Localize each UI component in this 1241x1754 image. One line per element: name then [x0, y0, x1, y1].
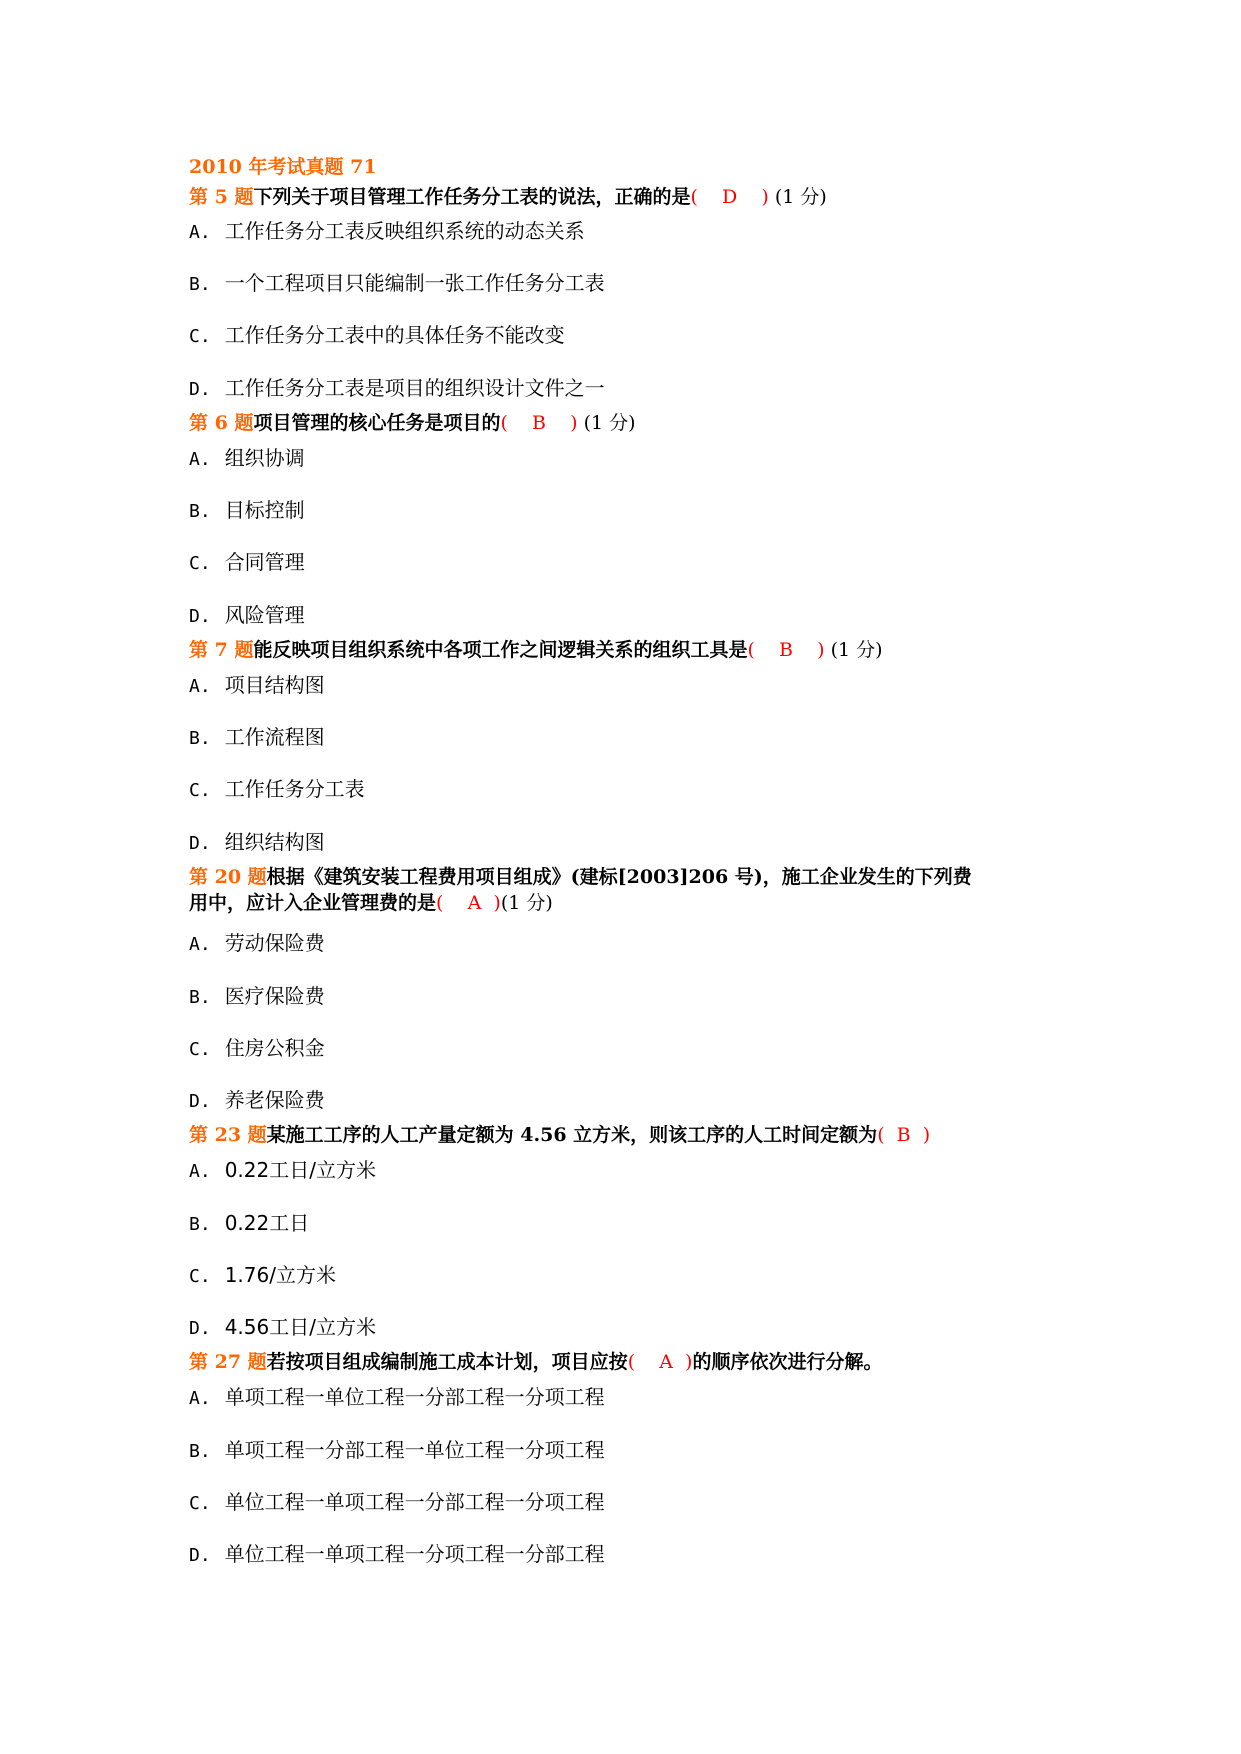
question-number: 第 23 题 [189, 1124, 267, 1146]
option-c: C. 工作任务分工表 [189, 777, 365, 801]
question-23 [189, 1122, 930, 1148]
answer: ( B ) [877, 1124, 931, 1146]
score: (1 分) [768, 186, 827, 208]
question-6 [189, 410, 636, 436]
option-b: B. 医疗保险费 [189, 984, 325, 1008]
option-b: B. 单项工程一分部工程一单位工程一分项工程 [189, 1438, 605, 1462]
question-number: 第 20 题 [189, 866, 267, 888]
option-c: C. 合同管理 [189, 550, 305, 574]
score: (1 分) [577, 412, 636, 434]
question-text-after: 的顺序依次进行分解。 [692, 1351, 883, 1373]
option-c: C. 住房公积金 [189, 1036, 325, 1060]
option-d: D. 风险管理 [189, 603, 305, 627]
document-title: 2010 年考试真题 71 [189, 156, 377, 178]
option-a: A. 单项工程一单位工程一分部工程一分项工程 [189, 1385, 605, 1409]
option-c: C. 工作任务分工表中的具体任务不能改变 [189, 323, 565, 347]
option-b: B. 工作流程图 [189, 725, 325, 749]
question-7 [189, 637, 883, 663]
option-c: C. 1.76/立方米 [189, 1263, 336, 1287]
question-number: 第 6 题 [189, 412, 254, 434]
option-d: D. 工作任务分工表是项目的组织设计文件之一 [189, 376, 605, 400]
question-27 [189, 1349, 883, 1375]
option-d: D. 养老保险费 [189, 1088, 325, 1112]
option-b: B. 目标控制 [189, 498, 305, 522]
question-text: 某施工工序的人工产量定额为 4.56 立方米，则该工序的人工时间定额为 [266, 1124, 878, 1146]
option-a: A. 项目结构图 [189, 673, 325, 697]
question-text: 若按项目组成编制施工成本计划，项目应按 [266, 1351, 628, 1373]
option-b: B. 一个工程项目只能编制一张工作任务分工表 [189, 271, 605, 295]
question-5 [189, 184, 827, 210]
question-20 [189, 864, 972, 916]
question-text: 下列关于项目管理工作任务分工表的说法，正确的是 [253, 186, 691, 208]
question-number: 第 7 题 [189, 639, 254, 661]
question-text: 根据《建筑安装工程费用项目组成》(建标[2003]206 号)，施工企业发生的下列费 [266, 866, 972, 888]
score: (1 分) [824, 639, 883, 661]
question-number: 第 5 题 [189, 186, 254, 208]
answer: ( B ) [747, 639, 825, 661]
option-a: A. 0.22工日/立方米 [189, 1158, 376, 1182]
answer: ( A ) [627, 1351, 693, 1373]
answer: ( D ) [690, 186, 769, 208]
option-d: D. 单位工程一单项工程一分项工程一分部工程 [189, 1542, 605, 1566]
option-b: B. 0.22工日 [189, 1211, 310, 1235]
option-a: A. 劳动保险费 [189, 931, 325, 955]
question-text: 能反映项目组织系统中各项工作之间逻辑关系的组织工具是 [253, 639, 748, 661]
option-d: D. 组织结构图 [189, 830, 325, 854]
option-c: C. 单位工程一单项工程一分部工程一分项工程 [189, 1490, 605, 1514]
option-d: D. 4.56工日/立方米 [189, 1315, 376, 1339]
option-a: A. 工作任务分工表反映组织系统的动态关系 [189, 219, 585, 243]
question-text-line2: 用中，应计入企业管理费的是 [189, 892, 437, 914]
option-a: A. 组织协调 [189, 446, 305, 470]
answer: ( B ) [500, 412, 578, 434]
answer: ( A ) [436, 892, 501, 914]
question-number: 第 27 题 [189, 1351, 267, 1373]
question-text: 项目管理的核心任务是项目的 [253, 412, 501, 434]
score: (1 分) [500, 892, 553, 914]
